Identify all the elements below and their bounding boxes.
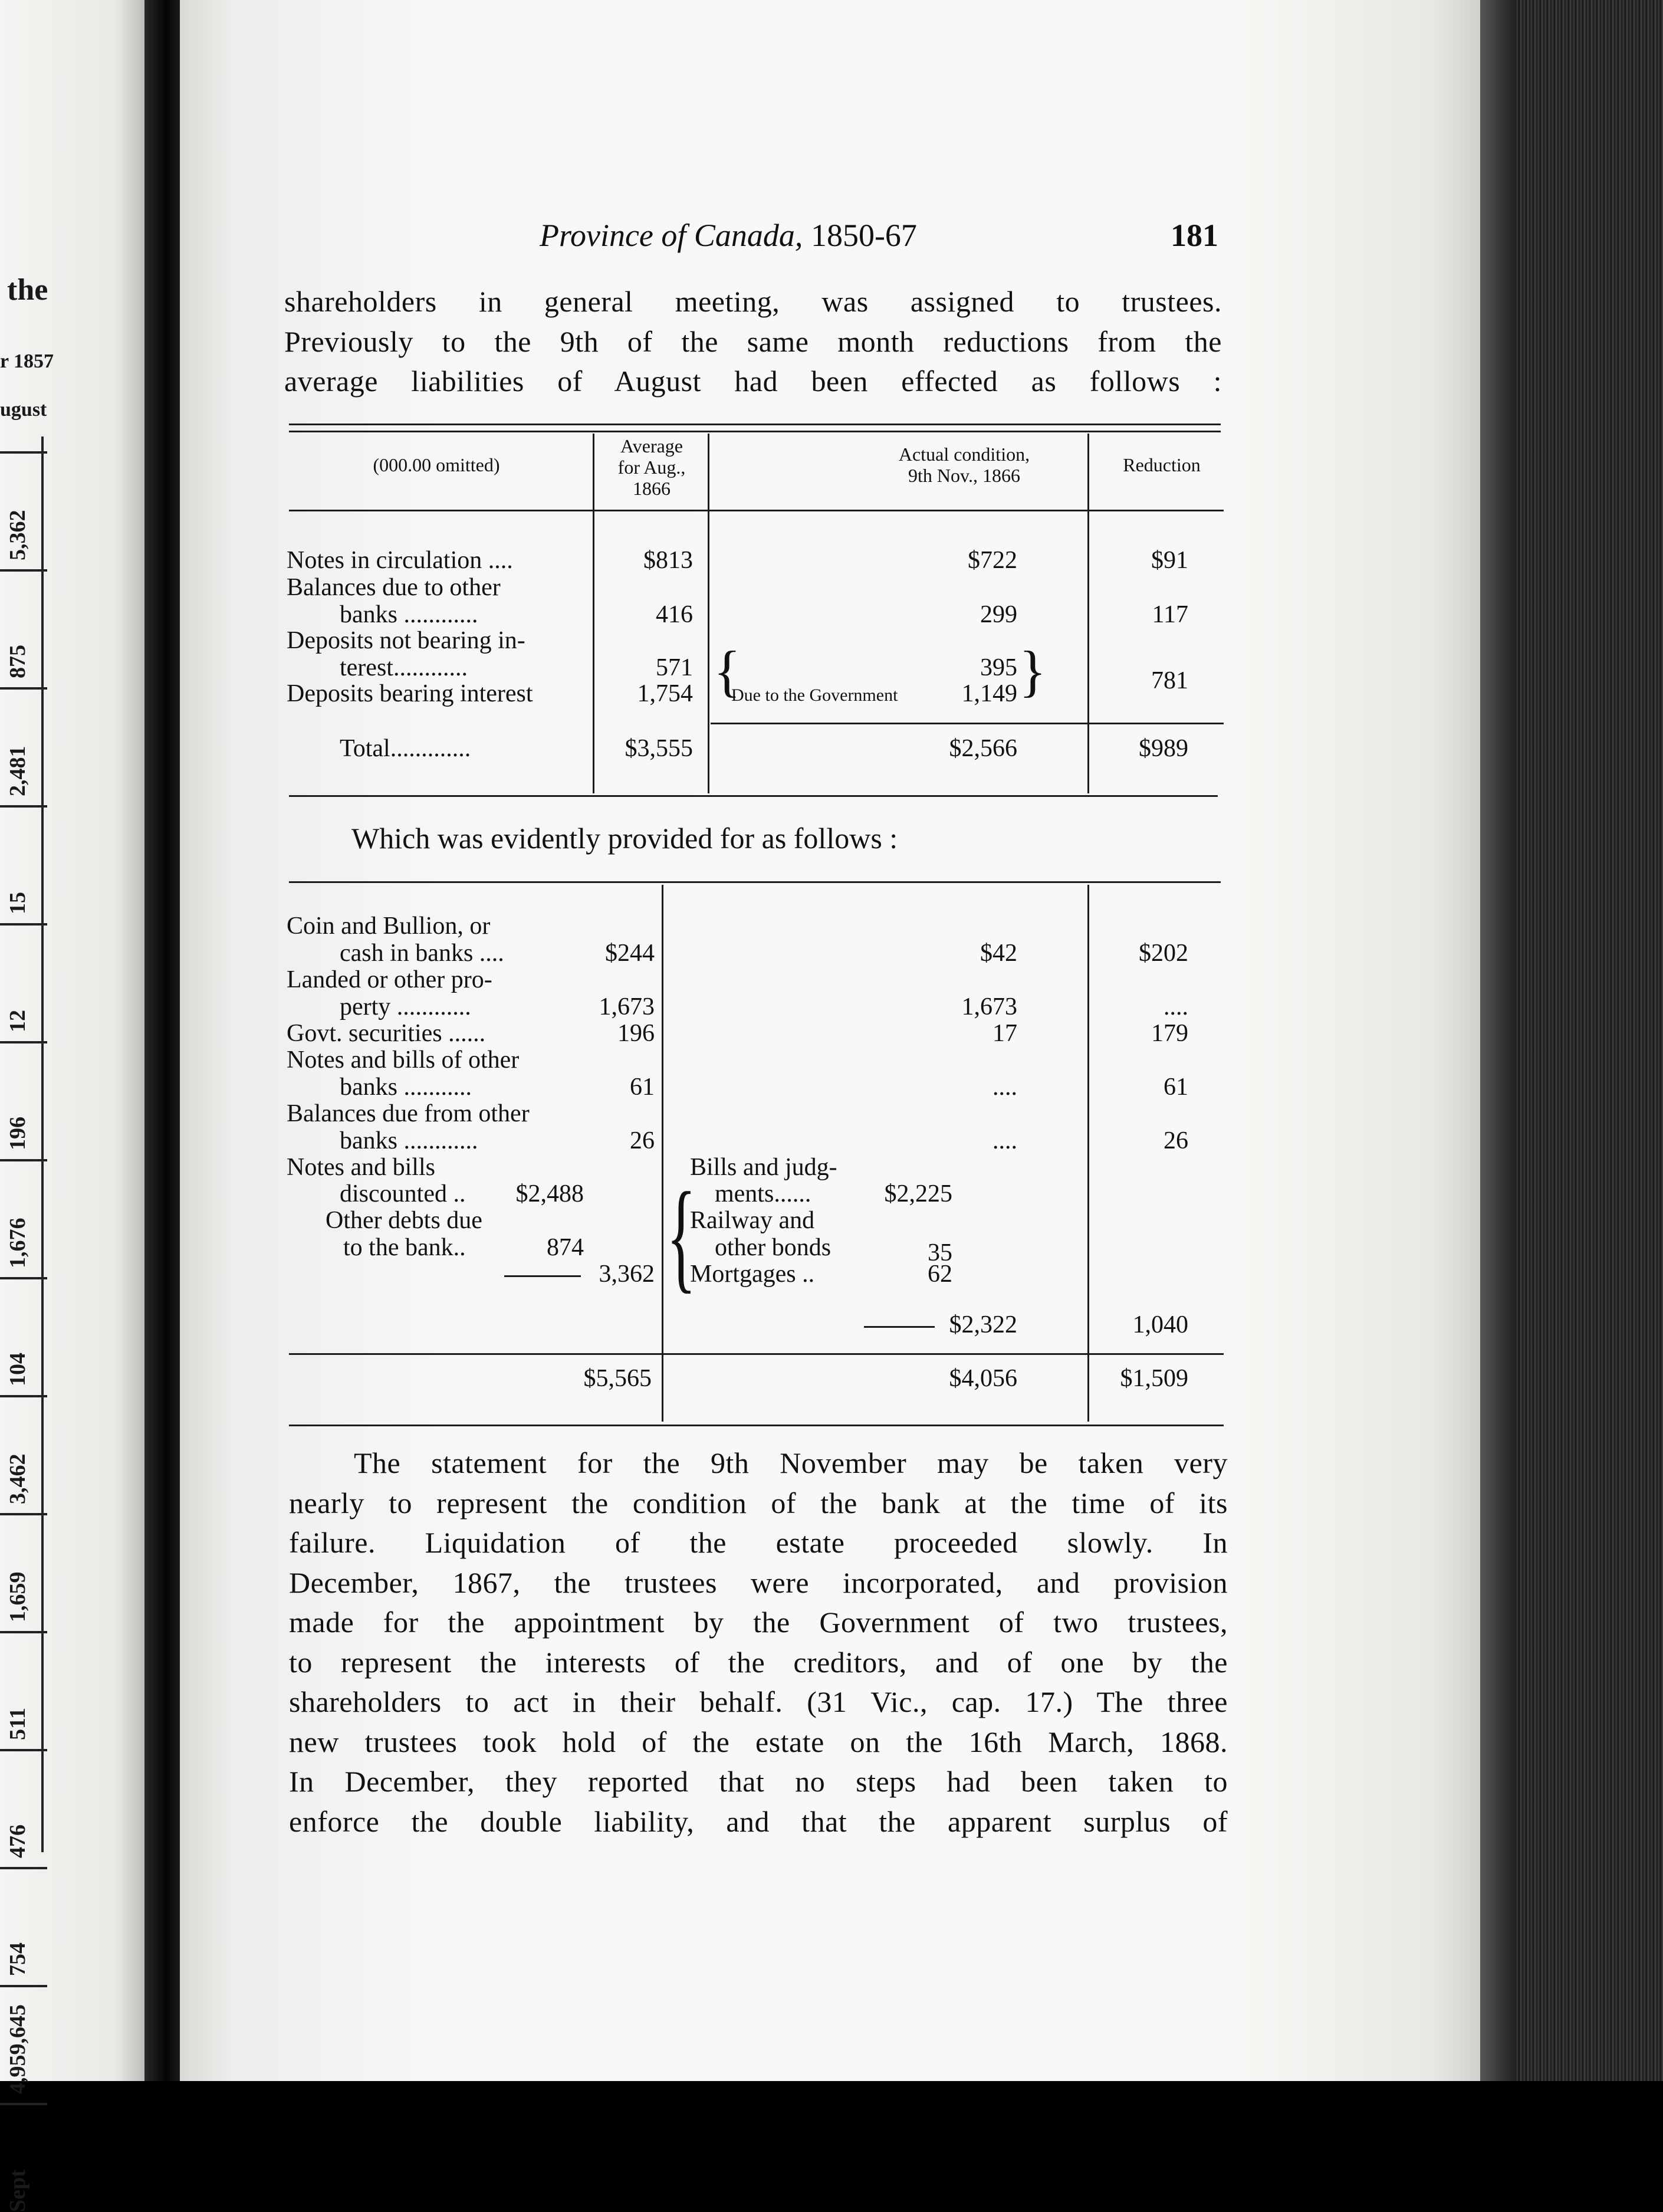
left-page-row-rule (0, 569, 47, 572)
intro-line: shareholders in general meeting, was assigned to trustees. (284, 285, 1222, 318)
breakdown-label: Bills and judg- (690, 1154, 837, 1181)
left-page-year: r 1857 (0, 350, 54, 372)
table1-row-label: Deposits bearing interest (287, 680, 533, 707)
breakdown-total: $2,322 (949, 1311, 1017, 1338)
table2-row-label: Notes and bills of other (287, 1046, 520, 1074)
right-brace-glyph: } (1019, 639, 1047, 703)
table2-row-label: discounted .. (340, 1180, 466, 1207)
left-page-row-rule (0, 1985, 47, 1987)
left-page-row-rule (0, 805, 47, 808)
breakdown-label: ments...... (715, 1180, 811, 1207)
breakdown-reduction: 1,040 (1132, 1311, 1188, 1338)
table2-total-reduction: $1,509 (1120, 1365, 1188, 1392)
table2-actual-value: 17 (992, 1020, 1017, 1047)
closing-paragraph (289, 1443, 1228, 1842)
left-page-row-rule (0, 2103, 47, 2105)
table1-row-label: banks ............ (340, 601, 478, 628)
left-brace-glyph: { (666, 1167, 696, 1304)
table2-actual-value: 1,673 (961, 993, 1017, 1020)
intro-line: Previously to the 9th of the same month reductions from the (284, 324, 1222, 358)
intro-paragraph (284, 282, 1222, 402)
book-page-edges (1480, 0, 1663, 2081)
closing-line: In December, they reported that no steps had been taken to (289, 1765, 1228, 1798)
table1-row-label: Notes in circulation .... (287, 547, 513, 574)
table1-col-divider (593, 434, 594, 793)
running-header (540, 217, 917, 254)
table1-sum-rule (711, 723, 1224, 724)
closing-line: December, 1867, the trustees were incorporated, and provision (289, 1566, 1228, 1599)
table2-avg-value: 1,673 (599, 993, 655, 1020)
left-page-column-value: 196 (5, 1117, 30, 1150)
table1-reduction-value: 117 (1152, 601, 1188, 628)
table2-row-label: Other debts due (326, 1207, 482, 1234)
table1-avg-value: 416 (656, 601, 693, 628)
left-page-column-value: 1,659 (5, 1571, 30, 1622)
left-page-column-value: 2,481 (5, 746, 30, 796)
table2-reduction-value: 26 (1164, 1127, 1188, 1154)
table2-top-rule (289, 881, 1221, 883)
left-page-row-rule (0, 923, 47, 926)
left-page-column-rule (41, 437, 44, 1852)
breakdown-value: 62 (928, 1261, 952, 1288)
table2-row-label: Coin and Bullion, or (287, 913, 491, 940)
header-line: Average (620, 435, 683, 457)
left-page-row-rule (0, 1749, 47, 1751)
table2-avg-value: 196 (617, 1020, 655, 1047)
table2-row-label: Balances due from other (287, 1100, 530, 1127)
table2-actual-value: $42 (980, 940, 1017, 967)
table2-row-label: perty ............ (340, 993, 471, 1020)
closing-line: to represent the interests of the creditors, and of one by the (289, 1645, 1228, 1679)
table2-sum-rule (289, 1353, 1224, 1355)
table1-row-label: terest............ (340, 654, 468, 681)
breakdown-label: other bonds (715, 1234, 832, 1261)
subtotal-dash (504, 1275, 581, 1277)
table1-header-reduction: Reduction (1123, 454, 1201, 475)
table2-total-avg: $5,565 (583, 1365, 652, 1392)
table1-avg-value: 1,754 (637, 680, 693, 707)
left-page-column-value: 104 (5, 1353, 30, 1386)
table1-header-rule (289, 510, 1224, 511)
running-years: 1850-67 (810, 218, 917, 253)
table1-col-divider (1087, 434, 1089, 793)
table2-bottom-rule (289, 1425, 1224, 1426)
table1-total-label: Total............. (340, 735, 471, 762)
table1-total-reduction: $989 (1139, 735, 1188, 762)
table1-header-average (596, 435, 708, 499)
table2-col-divider (662, 885, 663, 1422)
left-page-row-rule (0, 1513, 47, 1515)
table2-total-actual: $4,056 (949, 1365, 1017, 1392)
page-number: 181 (1171, 218, 1218, 253)
other-debts-value: 874 (547, 1234, 584, 1261)
table2-reduction-value: 179 (1151, 1020, 1188, 1047)
left-page-column-value: 5,362 (5, 510, 30, 560)
left-page-month: ugust (0, 399, 47, 421)
header-line: 9th Nov., 1866 (908, 465, 1020, 486)
table2-reduction-value: 61 (1164, 1074, 1188, 1101)
left-page-row-rule (0, 687, 47, 690)
table2-avg-value: 61 (630, 1074, 655, 1101)
left-page-column-value: 754 (5, 1942, 30, 1976)
table1-header-actual (832, 444, 1097, 486)
table1-header-label: (000.00 omitted) (373, 454, 500, 475)
left-page-row-rule (0, 1277, 47, 1279)
table1-actual-value: 395 (980, 654, 1017, 681)
breakdown-label: Mortgages .. (690, 1261, 815, 1288)
table1-row-label: Balances due to other (287, 574, 501, 601)
table1-avg-value: 571 (656, 654, 693, 681)
left-page-column-value: Sept (5, 2170, 30, 2212)
closing-line: failure. Liquidation of the estate proceeded slowly. In (289, 1526, 1228, 1559)
left-page-row-rule (0, 1631, 47, 1633)
closing-line: shareholders to act in their behalf. (31 Vic., cap. 17.) The three (289, 1685, 1228, 1718)
header-line: 1866 (633, 478, 671, 499)
table2-actual-value: .... (992, 1127, 1017, 1154)
breakdown-value: $2,225 (884, 1180, 952, 1207)
closing-line: enforce the double liability, and that the apparent surplus of (289, 1804, 1228, 1838)
left-page-column-value: 875 (5, 645, 30, 678)
table2-row-label: Govt. securities ...... (287, 1020, 486, 1047)
table1-top-rule (289, 431, 1221, 432)
table1-actual-value: 299 (980, 601, 1017, 628)
table1-total-actual: $2,566 (949, 735, 1017, 762)
table2-reduction-value: .... (1164, 993, 1188, 1020)
left-page-row-rule (0, 1395, 47, 1397)
breakdown-value: 35 (928, 1239, 952, 1266)
table2-row-label: banks ........... (340, 1074, 472, 1101)
left-page-column-value: 12 (5, 1010, 30, 1032)
table2-row-label: Landed or other pro- (287, 966, 492, 993)
intro-line: average liabilities of August had been effected as follows : (284, 365, 1222, 398)
table1-row-label: Deposits not bearing in- (287, 627, 525, 654)
header-line: for Aug., (617, 457, 686, 478)
table1-col-divider (708, 434, 709, 793)
closing-line: nearly to represent the condition of the bank at the time of its (289, 1486, 1228, 1519)
header-line: Actual condition, (898, 444, 1030, 465)
closing-line: The statement for the 9th November may be taken very (354, 1446, 1228, 1479)
table1-actual-value: 1,149 (961, 680, 1017, 707)
breakdown-label: Railway and (690, 1207, 815, 1234)
running-title: Province of Canada, (540, 218, 803, 253)
left-page-fragment (0, 0, 144, 2212)
table1-avg-value: $813 (643, 547, 693, 574)
left-page-row-rule (0, 1867, 47, 1869)
table1-government-note: Due to the Government (731, 685, 898, 705)
left-page-column-value: 1,676 (5, 1217, 30, 1268)
table2-row-label: to the bank.. (343, 1234, 466, 1261)
left-page-word: the (7, 273, 48, 307)
table1-actual-value: $722 (968, 547, 1017, 574)
closing-line: new trustees took hold of the estate on the 16th March, 1868. (289, 1725, 1228, 1758)
table2-reduction-value: $202 (1139, 940, 1188, 967)
left-page-column-value: 511 (5, 1708, 30, 1740)
table1-reduction-value: $91 (1151, 547, 1188, 574)
combined-avg-value: 3,362 (599, 1261, 655, 1288)
table1-reduction-value: 781 (1151, 667, 1188, 694)
left-page-row-rule (0, 1041, 47, 1043)
closing-line: made for the appointment by the Government of two trustees, (289, 1606, 1228, 1639)
left-page-column-value: 15 (5, 892, 30, 914)
table2-avg-value: $244 (605, 940, 655, 967)
table2-col-divider (1087, 885, 1089, 1422)
book-gutter (144, 0, 180, 2081)
notes-discounted-value: $2,488 (515, 1180, 584, 1207)
left-page-column-value: 4,959,645 (5, 2004, 30, 2094)
table2-row-label: cash in banks .... (340, 940, 504, 967)
table2-actual-value: .... (992, 1074, 1017, 1101)
mid-sentence: Which was evidently provided for as follows : (351, 822, 898, 855)
table1-bottom-rule (289, 795, 1218, 797)
table2-row-label: Notes and bills (287, 1154, 435, 1181)
left-page-row-rule (0, 1159, 47, 1161)
left-brace-glyph: { (714, 639, 741, 703)
left-page-row-rule (0, 451, 47, 454)
table1-top-rule (289, 424, 1221, 425)
table1-total-avg: $3,555 (625, 735, 693, 762)
table2-avg-value: 26 (630, 1127, 655, 1154)
left-page-column-value: 3,462 (5, 1453, 30, 1504)
table2-row-label: banks ............ (340, 1127, 478, 1154)
left-page-column-value: 476 (5, 1824, 30, 1858)
